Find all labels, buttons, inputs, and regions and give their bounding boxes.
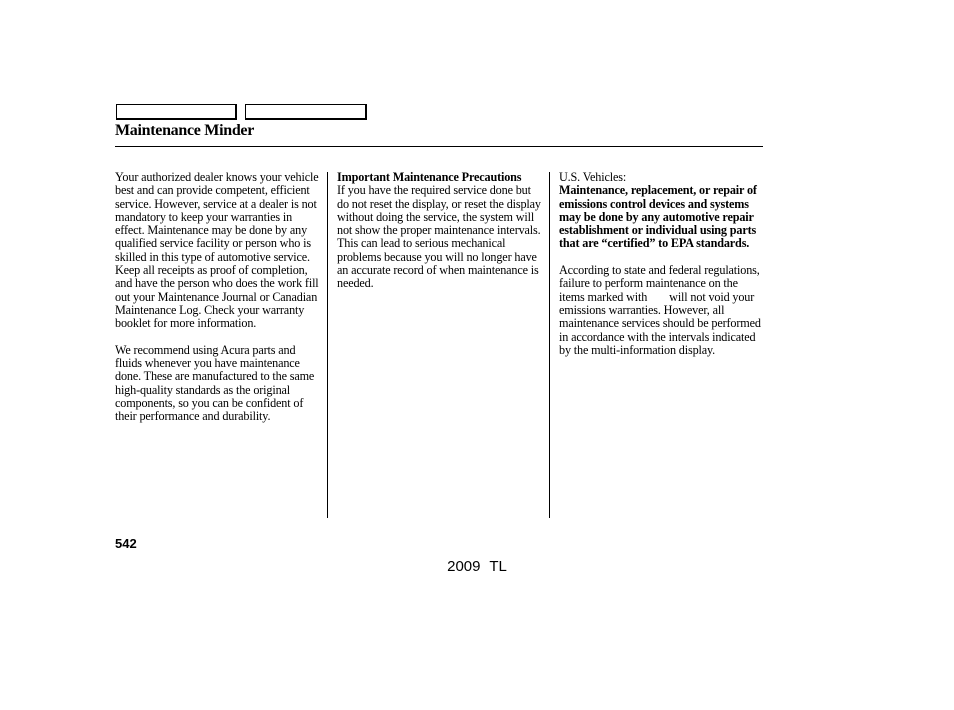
acura-parts-paragraph: We recommend using Acura parts and fluids whenever you have maintenance done. These are manufactured to the same high-quality standards as the original components, so you can be confident of their performance and durability. xyxy=(115,342,315,424)
regulations-text-after: will not void your emissions warranties. However, all maintenance services should be performed in accordance with the intervals indicated by the multi-information display. xyxy=(559,289,761,357)
us-vehicles-label: U.S. Vehicles: xyxy=(559,170,627,184)
column-1 xyxy=(115,171,320,424)
dealer-service-paragraph: Your authorized dealer knows your vehicle best and can provide competent, efficient service. However, service at a dealer is not mandatory to keep your warranties in effect. Maintenance may be done by any qualified service facility or person who is skilled in this type of automotive service. Keep all receipts as proof of completion, and have the person who does the work fill out your Maintenance Journal or Canadian Maintenance Log. Check your warranty booklet for more information. xyxy=(115,170,319,331)
regulations-text-before: According to state and federal regulations, failure to perform maintenance on the items marked with xyxy=(559,263,760,304)
precautions-heading: Important Maintenance Precautions xyxy=(337,170,522,184)
previous-section-button[interactable] xyxy=(116,104,237,120)
page-title: Maintenance Minder xyxy=(115,122,255,139)
column-2 xyxy=(337,171,542,291)
column-divider-2 xyxy=(549,172,550,518)
vehicle-model-footer: 2009 TL xyxy=(447,558,507,575)
regulations-paragraph xyxy=(559,264,764,357)
page-number: 542 xyxy=(115,536,137,551)
column-divider-1 xyxy=(327,172,328,518)
next-section-button[interactable] xyxy=(245,104,367,120)
column-3 xyxy=(559,171,764,357)
precautions-body: If you have the required service done but do not reset the display, or reset the display without doing the service, the system will not show the proper maintenance intervals. This can lead to serious mechanical problems because you will no longer have an accurate record of when maintenance is needed. xyxy=(337,183,541,291)
title-divider xyxy=(115,146,763,147)
emissions-repair-notice: Maintenance, replacement, or repair of emissions control devices and systems may be done by any automotive repair establishment or individual using parts that are “certified” to EPA standards. xyxy=(559,183,757,251)
